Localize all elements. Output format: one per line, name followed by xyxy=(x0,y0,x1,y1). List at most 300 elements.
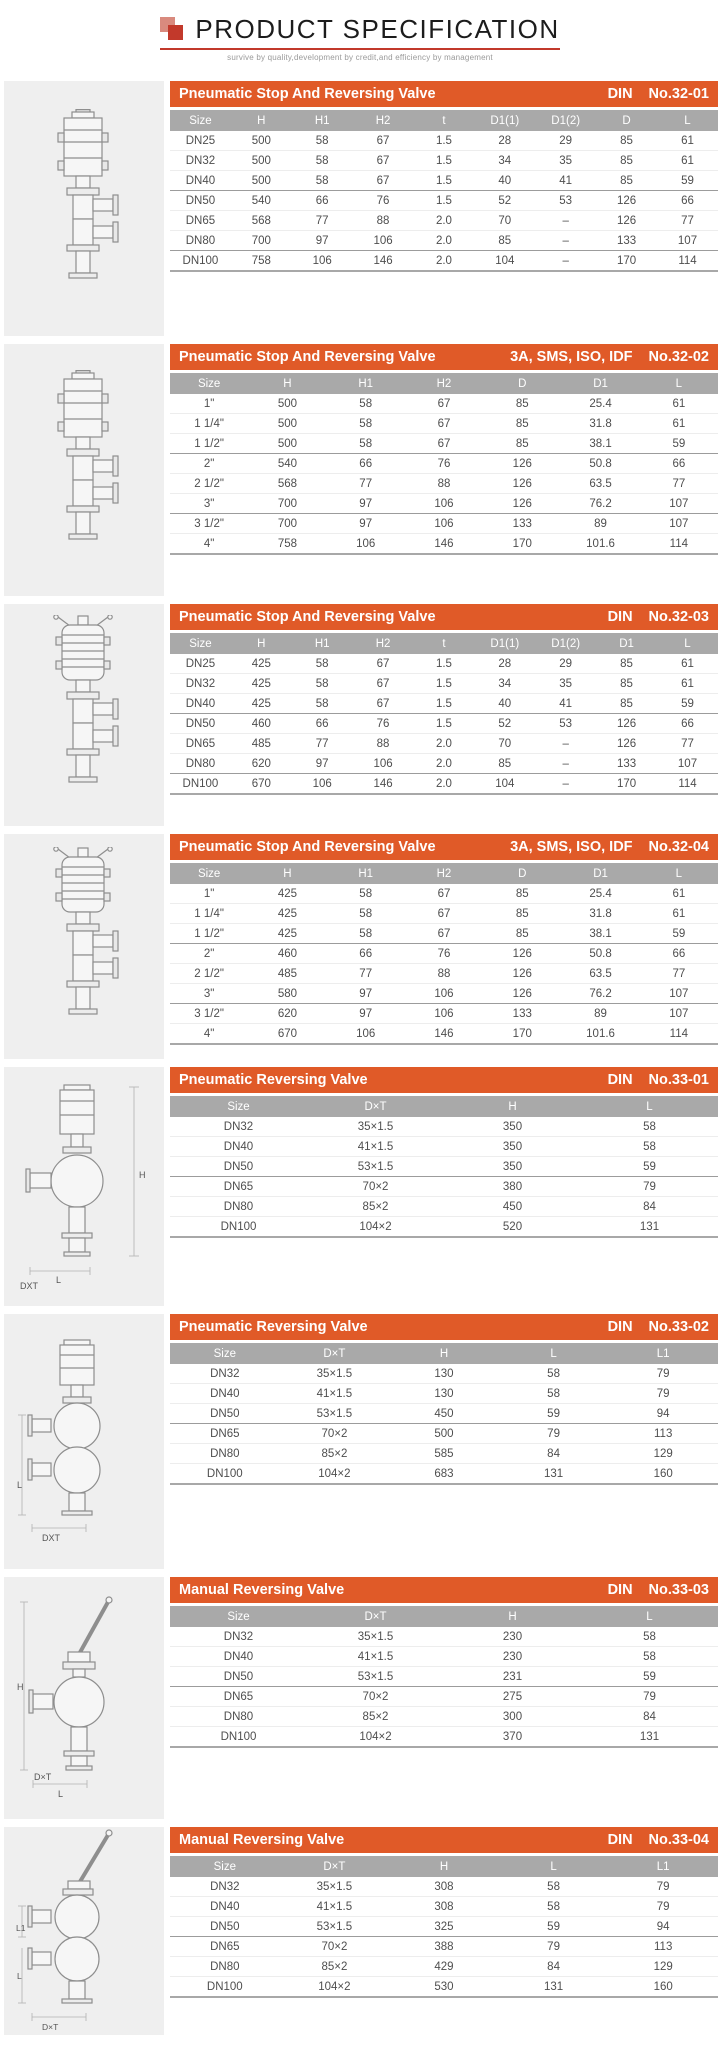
table-cell: 170 xyxy=(596,251,657,272)
table-cell: 97 xyxy=(327,494,405,514)
table-cell: 77 xyxy=(657,211,718,231)
table-cell: 104×2 xyxy=(280,1464,390,1485)
table-cell: 53×1.5 xyxy=(307,1667,444,1687)
table-cell: DN80 xyxy=(170,1197,307,1217)
spec-table xyxy=(170,834,720,1067)
table-cell: 67 xyxy=(405,434,483,454)
table-cell: 77 xyxy=(640,964,718,984)
table-cell: 1.5 xyxy=(414,191,475,211)
table-cell: 67 xyxy=(405,414,483,434)
standard-org: DIN xyxy=(607,1319,633,1335)
svg-text:D×T: D×T xyxy=(42,2022,59,2032)
table-cell: 85 xyxy=(474,231,535,251)
table-row xyxy=(170,1707,718,1727)
column-header: D×T xyxy=(280,1856,390,1877)
table-row xyxy=(170,151,718,171)
table-cell: 53×1.5 xyxy=(280,1917,390,1937)
table-cell: 620 xyxy=(231,754,292,774)
table-cell: 52 xyxy=(474,714,535,734)
table-cell: 450 xyxy=(389,1404,499,1424)
table-cell: 25.4 xyxy=(589,887,612,900)
table-cell: DN32 xyxy=(170,674,231,694)
table-cell: 58 xyxy=(547,1367,560,1380)
table-cell: – xyxy=(535,754,596,774)
table-cell: 66 xyxy=(640,944,718,964)
table-row xyxy=(170,1464,718,1485)
product-section xyxy=(0,1314,720,1577)
header-row xyxy=(170,1096,718,1117)
table-cell: 97 xyxy=(292,231,353,251)
table-cell: 77 xyxy=(327,474,405,494)
standard-org: 3A, SMS, ISO, IDF xyxy=(510,349,633,365)
table-cell: DN50 xyxy=(170,1404,280,1424)
table-cell: 170 xyxy=(483,1024,561,1045)
drawing-panel xyxy=(0,1577,170,1827)
standard-no: No.32-04 xyxy=(648,839,709,855)
table-cell: 126 xyxy=(483,474,561,494)
table-cell: 425 xyxy=(277,887,298,900)
drawing-panel xyxy=(0,604,170,834)
column-header: H xyxy=(389,1856,499,1877)
standard-org: DIN xyxy=(607,609,633,625)
product-section xyxy=(0,81,720,344)
table-cell: DN40 xyxy=(170,1137,307,1157)
table-cell: 450 xyxy=(444,1197,581,1217)
spec-table xyxy=(170,1314,720,1577)
table-cell: DN40 xyxy=(170,694,231,714)
column-header: H1 xyxy=(292,633,353,654)
table-row xyxy=(170,924,718,944)
table-cell: 1 1/2" xyxy=(170,924,248,944)
table-cell: DN40 xyxy=(170,1897,280,1917)
table-cell: 126 xyxy=(596,714,657,734)
column-header: D xyxy=(483,373,561,394)
table-row xyxy=(170,454,718,474)
column-header: H xyxy=(389,1343,499,1364)
table-cell: DN65 xyxy=(170,734,231,754)
table-row xyxy=(170,1627,718,1647)
table-cell: 53×1.5 xyxy=(280,1404,390,1424)
column-header: H xyxy=(231,633,292,654)
table-cell: 58 xyxy=(499,1897,609,1917)
table-row xyxy=(170,774,718,795)
table-cell: 67 xyxy=(437,887,451,900)
table-cell: 1.5 xyxy=(435,657,452,670)
table-cell: 66 xyxy=(327,454,405,474)
table-cell: 77 xyxy=(292,734,353,754)
table-row xyxy=(170,694,718,714)
product-section xyxy=(0,344,720,604)
table-cell: 170 xyxy=(596,774,657,795)
table-cell: 133 xyxy=(596,231,657,251)
column-header: L xyxy=(640,863,718,884)
standard-code xyxy=(608,1072,709,1088)
table-cell: 683 xyxy=(389,1464,499,1485)
spec-sections xyxy=(0,81,720,2043)
table-cell: 41 xyxy=(535,694,596,714)
table-cell: 70×2 xyxy=(307,1687,444,1707)
table-title-bar xyxy=(170,344,718,370)
standard-code xyxy=(510,839,709,855)
table-cell: DN100 xyxy=(170,251,231,272)
table-row xyxy=(170,434,718,454)
table-row xyxy=(170,964,718,984)
table-cell: 67 xyxy=(376,657,390,670)
table-cell: DN50 xyxy=(170,1917,280,1937)
table-cell: 76 xyxy=(405,454,483,474)
table-cell: DN40 xyxy=(170,171,231,191)
header-row xyxy=(170,633,718,654)
table-row xyxy=(170,1647,718,1667)
table-cell: 500 xyxy=(251,134,271,147)
table-cell: 2.0 xyxy=(414,774,475,795)
table-cell: DN100 xyxy=(170,1464,280,1485)
table-cell: 160 xyxy=(608,1977,718,1998)
table-row xyxy=(170,1937,718,1957)
table-cell: 1 1/2" xyxy=(170,434,248,454)
table-row xyxy=(170,1877,718,1897)
table-row xyxy=(170,1217,718,1238)
table-cell: DN50 xyxy=(170,1667,307,1687)
table-cell: 38.1 xyxy=(561,434,639,454)
column-header: H xyxy=(444,1606,581,1627)
table-cell: 63.5 xyxy=(561,964,639,984)
table-cell: 106 xyxy=(405,494,483,514)
table-cell: 104 xyxy=(474,251,535,272)
drawing-panel xyxy=(0,1067,170,1314)
table-cell: 58 xyxy=(315,134,329,147)
table-cell: 70×2 xyxy=(280,1937,390,1957)
table-cell: DN80 xyxy=(170,231,231,251)
table-cell: 129 xyxy=(608,1444,718,1464)
table-cell: 85 xyxy=(483,414,561,434)
drawing-panel xyxy=(0,1314,170,1577)
table-cell: 130 xyxy=(434,1367,454,1380)
table-cell: – xyxy=(535,211,596,231)
table-title-bar xyxy=(170,1314,718,1340)
table-cell: – xyxy=(535,231,596,251)
table-cell: 34 xyxy=(474,674,535,694)
column-header: D×T xyxy=(307,1606,444,1627)
table-cell: 59 xyxy=(657,171,718,191)
table-cell: 1.5 xyxy=(435,134,452,147)
table-cell: – xyxy=(535,734,596,754)
table-cell: 41×1.5 xyxy=(280,1897,390,1917)
table-cell: 146 xyxy=(353,774,414,795)
table-cell: 88 xyxy=(353,211,414,231)
table-cell: 230 xyxy=(444,1647,581,1667)
table-row xyxy=(170,1977,718,1998)
table-row xyxy=(170,494,718,514)
table-cell: DN65 xyxy=(170,1687,307,1707)
table-cell: 370 xyxy=(444,1727,581,1748)
table-cell: 58 xyxy=(292,151,353,171)
table-cell: 85 xyxy=(515,397,529,410)
table-cell: 66 xyxy=(657,191,718,211)
table-cell: 66 xyxy=(657,714,718,734)
table-row xyxy=(170,414,718,434)
table-cell: 41 xyxy=(535,171,596,191)
table-cell: 77 xyxy=(327,964,405,984)
table-cell: 1 1/4" xyxy=(170,414,248,434)
table-cell: 126 xyxy=(483,454,561,474)
table-cell: 58 xyxy=(327,924,405,944)
table-cell: 101.6 xyxy=(561,534,639,555)
table-cell: 76.2 xyxy=(561,984,639,1004)
valve-drawing-pneumatic-stop-reversing xyxy=(20,370,148,570)
table-cell: 76 xyxy=(405,944,483,964)
table-cell: DN50 xyxy=(170,1157,307,1177)
table-cell: 425 xyxy=(248,904,326,924)
table-cell: 2.0 xyxy=(414,754,475,774)
table-row xyxy=(170,1157,718,1177)
column-header: D×T xyxy=(280,1343,390,1364)
table-cell: DN100 xyxy=(170,774,231,795)
table-row xyxy=(170,514,718,534)
table-cell: 146 xyxy=(405,1024,483,1045)
table-cell: 35 xyxy=(535,674,596,694)
table-cell: 568 xyxy=(231,211,292,231)
table-row xyxy=(170,1957,718,1977)
table-cell: 500 xyxy=(248,414,326,434)
table-cell: 2" xyxy=(170,454,248,474)
column-header: D1(2) xyxy=(535,633,596,654)
table-cell: 126 xyxy=(596,191,657,211)
table-cell: 41×1.5 xyxy=(307,1137,444,1157)
table-cell: 126 xyxy=(483,984,561,1004)
column-header: Size xyxy=(170,1856,280,1877)
table-cell: 79 xyxy=(656,1367,670,1380)
column-header: Size xyxy=(170,1096,307,1117)
standard-no: No.33-03 xyxy=(648,1582,709,1598)
column-header: H1 xyxy=(327,863,405,884)
standard-org: DIN xyxy=(607,1832,633,1848)
table-cell: 500 xyxy=(277,397,298,410)
table-cell: 79 xyxy=(656,1880,670,1893)
table-cell: 50.8 xyxy=(561,454,639,474)
table-cell: 89 xyxy=(561,1004,639,1024)
table-cell: 76.2 xyxy=(561,494,639,514)
column-header: D xyxy=(483,863,561,884)
product-section xyxy=(0,1827,720,2043)
table-cell: 500 xyxy=(231,151,292,171)
table-cell: 585 xyxy=(389,1444,499,1464)
table-cell: 70 xyxy=(474,734,535,754)
table-cell: 700 xyxy=(248,494,326,514)
table-cell: 76 xyxy=(353,191,414,211)
table-cell: DN25 xyxy=(185,134,216,147)
table-cell: 106 xyxy=(292,774,353,795)
table-cell: 500 xyxy=(389,1424,499,1444)
column-header: D1(1) xyxy=(474,633,535,654)
standard-no: No.33-01 xyxy=(648,1072,709,1088)
spec-table xyxy=(170,1577,720,1827)
drawing-panel xyxy=(0,1827,170,2043)
table-cell: 59 xyxy=(581,1157,718,1177)
table-cell: 107 xyxy=(657,231,718,251)
column-header: H1 xyxy=(292,110,353,131)
table-cell: 59 xyxy=(657,694,718,714)
table-row xyxy=(170,1004,718,1024)
table-cell: 66 xyxy=(292,714,353,734)
column-header: Size xyxy=(170,633,231,654)
table-cell: 131 xyxy=(581,1217,718,1238)
table-cell: 350 xyxy=(502,1120,523,1133)
table-title-bar xyxy=(170,604,718,630)
table-cell: 106 xyxy=(327,1024,405,1045)
table-cell: DN65 xyxy=(170,1424,280,1444)
table-cell: 1" xyxy=(203,397,215,410)
table-cell: 106 xyxy=(405,984,483,1004)
table-cell: 429 xyxy=(389,1957,499,1977)
table-cell: 170 xyxy=(483,534,561,555)
valve-drawing-pneumatic-reversing-double xyxy=(16,1338,152,1546)
table-title: Pneumatic Stop And Reversing Valve xyxy=(179,609,436,625)
table-cell: 3" xyxy=(170,984,248,1004)
spec-table xyxy=(170,344,720,604)
table-cell: 58 xyxy=(499,1384,609,1404)
table-cell: 425 xyxy=(231,694,292,714)
table-cell: 133 xyxy=(483,1004,561,1024)
table-cell: 34 xyxy=(474,151,535,171)
table-cell: 350 xyxy=(444,1157,581,1177)
table-cell: DN32 xyxy=(210,1880,240,1893)
column-header: L1 xyxy=(608,1856,718,1877)
table-cell: DN100 xyxy=(170,1977,280,1998)
table-cell: 61 xyxy=(640,414,718,434)
table-cell: DN40 xyxy=(170,1647,307,1667)
table-cell: 79 xyxy=(499,1937,609,1957)
column-header: L1 xyxy=(608,1343,718,1364)
table-cell: 131 xyxy=(499,1977,609,1998)
table-cell: 61 xyxy=(657,674,718,694)
standard-no: No.32-03 xyxy=(648,609,709,625)
table-cell: 58 xyxy=(359,397,373,410)
table-cell: 58 xyxy=(315,657,329,670)
table-cell: 425 xyxy=(231,674,292,694)
table-cell: 460 xyxy=(248,944,326,964)
table-cell: 2.0 xyxy=(414,231,475,251)
table-row xyxy=(170,1917,718,1937)
table-cell: DN40 xyxy=(170,1384,280,1404)
svg-text:D×T: D×T xyxy=(34,1772,52,1782)
table-row xyxy=(170,1444,718,1464)
table-cell: 66 xyxy=(292,191,353,211)
table-cell: 97 xyxy=(327,1004,405,1024)
table-cell: 126 xyxy=(596,211,657,231)
table-cell: 59 xyxy=(499,1404,609,1424)
standard-code xyxy=(608,1319,709,1335)
table-cell: 114 xyxy=(640,1024,718,1045)
table-cell: 4" xyxy=(170,534,248,555)
table-cell: 146 xyxy=(405,534,483,555)
table-title: Pneumatic Stop And Reversing Valve xyxy=(179,86,436,102)
table-cell: 107 xyxy=(640,1004,718,1024)
table-cell: 35×1.5 xyxy=(357,1630,394,1643)
table-cell: 59 xyxy=(499,1917,609,1937)
table-cell: 126 xyxy=(483,964,561,984)
svg-text:H: H xyxy=(139,1169,146,1180)
column-header: L xyxy=(499,1856,609,1877)
column-header: L xyxy=(581,1606,718,1627)
table-cell: 89 xyxy=(561,514,639,534)
table-cell: 670 xyxy=(231,774,292,795)
table-cell: 97 xyxy=(327,984,405,1004)
table-cell: 31.8 xyxy=(561,414,639,434)
standard-code xyxy=(510,349,709,365)
column-header: L xyxy=(657,633,718,654)
table-cell: 85×2 xyxy=(280,1957,390,1977)
table-cell: 129 xyxy=(608,1957,718,1977)
table-cell: 88 xyxy=(353,734,414,754)
drawing-panel xyxy=(0,81,170,344)
table-cell: 2" xyxy=(170,944,248,964)
table-cell: 85 xyxy=(596,151,657,171)
table-cell: DN32 xyxy=(210,1367,240,1380)
table-cell: 126 xyxy=(483,944,561,964)
table-cell: 67 xyxy=(437,397,451,410)
table-cell: 58 xyxy=(581,1647,718,1667)
column-header: D1 xyxy=(596,633,657,654)
table-cell: DN80 xyxy=(170,1957,280,1977)
table-cell: 67 xyxy=(376,134,390,147)
table-cell: 131 xyxy=(581,1727,718,1748)
table-cell: 53×1.5 xyxy=(307,1157,444,1177)
table-cell: 230 xyxy=(502,1630,523,1643)
table-cell: 104×2 xyxy=(307,1217,444,1238)
table-cell: 88 xyxy=(405,474,483,494)
product-section xyxy=(0,834,720,1067)
table-cell: 104×2 xyxy=(280,1977,390,1998)
table-cell: DN65 xyxy=(170,211,231,231)
table-cell: 540 xyxy=(248,454,326,474)
table-row xyxy=(170,714,718,734)
valve-drawing-manual-reversing xyxy=(16,1594,152,1802)
column-header: H1 xyxy=(327,373,405,394)
table-cell: 88 xyxy=(405,964,483,984)
table-cell: 40 xyxy=(474,171,535,191)
product-section xyxy=(0,1577,720,1827)
standard-code xyxy=(608,86,709,102)
table-cell: 85×2 xyxy=(307,1707,444,1727)
table-cell: 113 xyxy=(608,1424,718,1444)
table-cell: 126 xyxy=(483,494,561,514)
table-cell: 59 xyxy=(581,1667,718,1687)
table-cell: 25.4 xyxy=(589,397,612,410)
table-cell: 79 xyxy=(608,1384,718,1404)
table-cell: 107 xyxy=(640,514,718,534)
table-cell: 61 xyxy=(672,397,686,410)
table-title: Manual Reversing Valve xyxy=(179,1832,345,1848)
table-cell: 568 xyxy=(248,474,326,494)
table-cell: 58 xyxy=(292,694,353,714)
table-cell: 114 xyxy=(657,774,718,795)
table-cell: 53 xyxy=(535,714,596,734)
table-cell: 104 xyxy=(474,774,535,795)
table-cell: 130 xyxy=(389,1384,499,1404)
table-cell: 500 xyxy=(248,434,326,454)
table-cell: 58 xyxy=(581,1137,718,1157)
table-cell: 146 xyxy=(353,251,414,272)
page-header xyxy=(0,0,720,81)
table-cell: DN32 xyxy=(223,1120,254,1133)
table-cell: 85 xyxy=(474,754,535,774)
table-cell: 275 xyxy=(444,1687,581,1707)
table-cell: 77 xyxy=(292,211,353,231)
table-cell: 41×1.5 xyxy=(307,1647,444,1667)
table-row xyxy=(170,171,718,191)
table-cell: 97 xyxy=(327,514,405,534)
